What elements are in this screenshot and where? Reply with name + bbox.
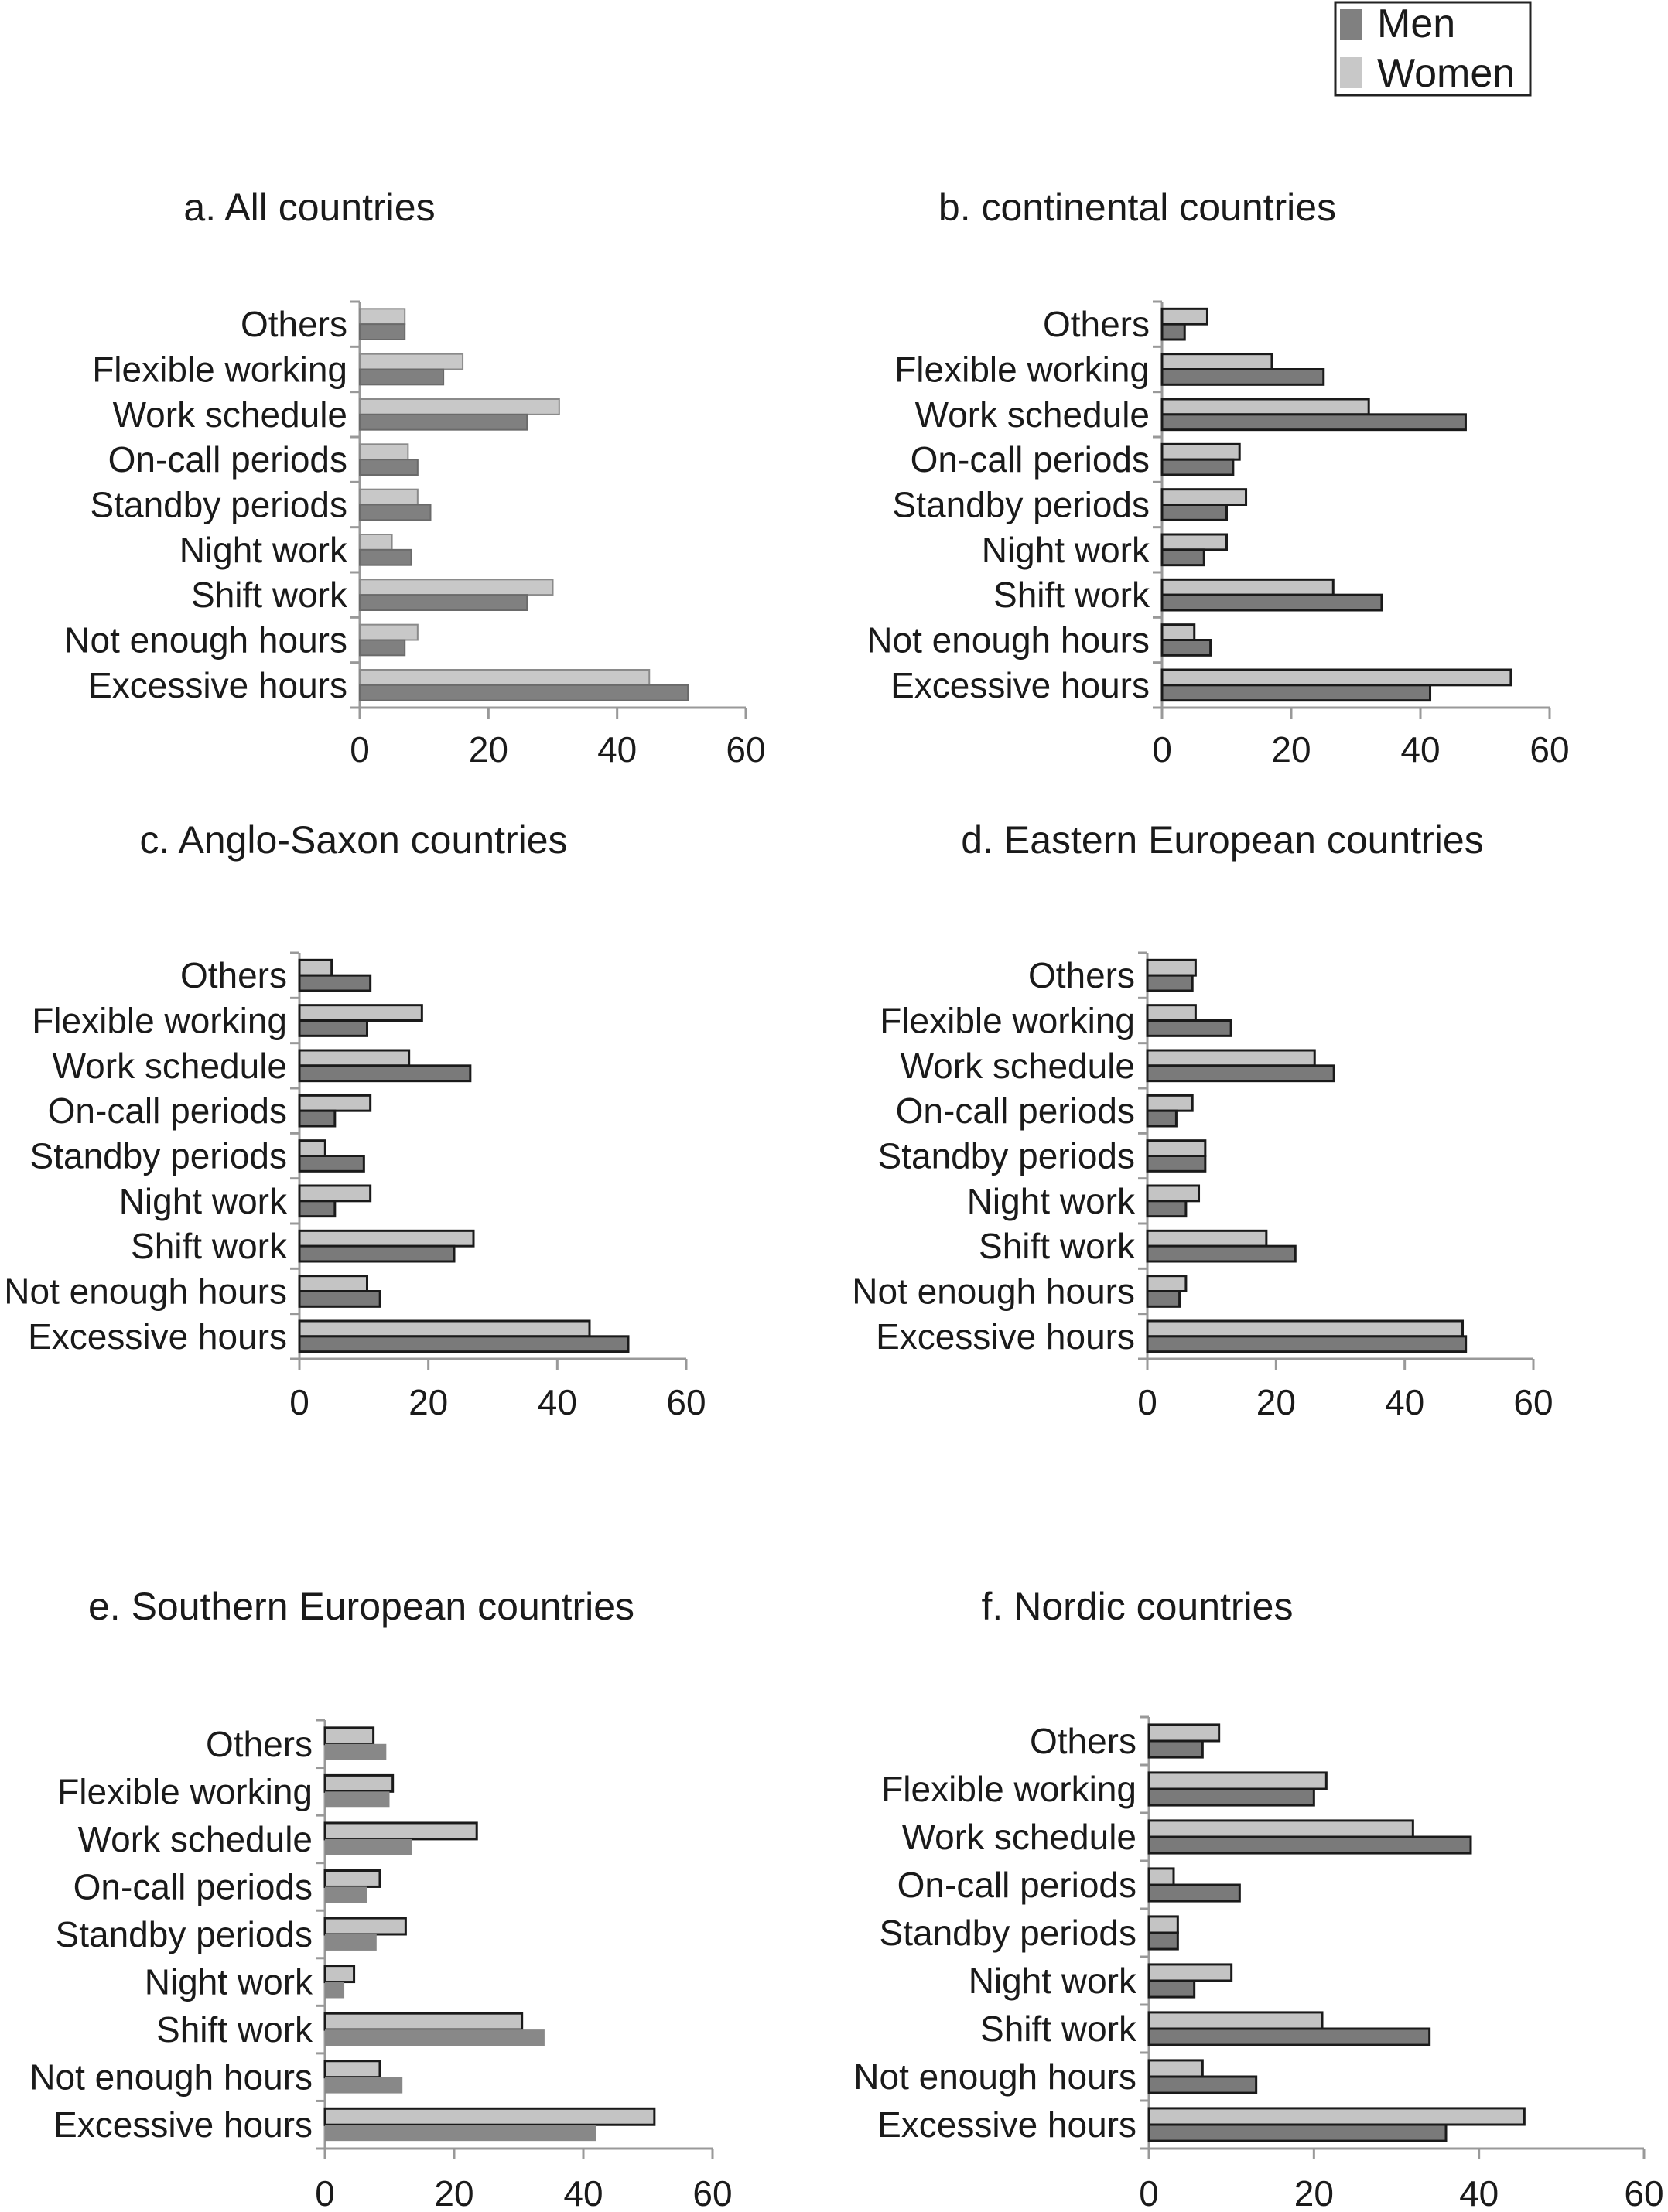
category-label: Standby periods: [879, 1913, 1136, 1953]
bar-men: [325, 1886, 367, 1903]
bar-women: [1147, 1141, 1205, 1156]
bar-men: [1162, 459, 1233, 475]
category-label: Others: [179, 955, 287, 996]
bar-women: [1149, 1917, 1178, 1933]
x-tick-label: 0: [350, 729, 370, 770]
x-tick-label: 60: [1624, 2173, 1664, 2212]
bar-men: [1149, 2125, 1446, 2141]
category-label: Flexible working: [57, 1771, 313, 1812]
bar-men: [360, 415, 527, 430]
category-label: Shift work: [191, 575, 347, 616]
bar-women: [299, 1186, 371, 1201]
category-label: Work schedule: [901, 1817, 1136, 1857]
category-label: Work schedule: [914, 394, 1150, 435]
bar-men: [299, 1336, 628, 1352]
bar-men: [325, 1791, 390, 1807]
category-label: Night work: [966, 1180, 1135, 1221]
bar-men: [1149, 1885, 1239, 1901]
bar-women: [1147, 1005, 1195, 1021]
bar-men: [299, 1292, 380, 1307]
x-tick-label: 40: [537, 1382, 577, 1422]
bar-women: [360, 670, 649, 685]
category-label: Excessive hours: [53, 2104, 313, 2145]
x-tick-label: 40: [563, 2173, 603, 2212]
bar-men: [360, 505, 430, 521]
bar-men: [360, 459, 418, 475]
bar-men: [1147, 1066, 1334, 1081]
bar-men: [360, 595, 527, 610]
x-tick-label: 40: [1400, 729, 1441, 770]
category-label: Standby periods: [892, 484, 1150, 525]
category-label: Flexible working: [881, 1769, 1136, 1809]
bar-men: [299, 1111, 335, 1126]
category-label: Others: [1027, 955, 1135, 996]
bar-men: [1149, 1789, 1314, 1805]
bar-women: [299, 1005, 422, 1021]
category-label: Flexible working: [880, 1000, 1135, 1041]
bar-women: [360, 490, 418, 505]
category-label: Night work: [179, 529, 347, 570]
category-label: Standby periods: [90, 484, 347, 525]
bar-women: [1162, 579, 1333, 595]
bar-men: [1147, 1292, 1180, 1307]
x-tick-label: 60: [1530, 729, 1570, 770]
x-tick-label: 0: [1139, 2173, 1159, 2212]
category-label: Excessive hours: [28, 1316, 287, 1357]
category-label: Not enough hours: [852, 1271, 1135, 1312]
bar-men: [1162, 324, 1184, 340]
category-label: Excessive hours: [876, 1316, 1135, 1357]
category-label: Night work: [968, 1961, 1136, 2001]
x-tick-label: 60: [1513, 1382, 1553, 1422]
chart-title: e. Southern European countries: [87, 1585, 635, 1628]
bar-men: [299, 1066, 470, 1081]
bar-men: [1149, 2029, 1430, 2045]
bar-women: [299, 1231, 473, 1246]
bar-women: [1147, 1321, 1463, 1336]
bar-women: [325, 1823, 477, 1839]
category-label: Night work: [981, 529, 1150, 570]
legend-swatch-women: [1340, 57, 1362, 88]
chart-title: b. continental countries: [938, 186, 1337, 229]
bar-men: [325, 2125, 596, 2141]
category-label: Not enough hours: [866, 620, 1150, 661]
bar-women: [299, 960, 332, 975]
x-tick-label: 40: [1459, 2173, 1499, 2212]
bar-women: [299, 1321, 590, 1336]
bar-men: [360, 640, 405, 656]
legend-label-women: Women: [1377, 51, 1516, 96]
legend-swatch-men: [1340, 9, 1362, 40]
bar-men: [1162, 550, 1204, 565]
bar-women: [1162, 309, 1207, 324]
bar-men: [1162, 640, 1211, 656]
x-tick-label: 60: [692, 2173, 733, 2212]
bar-women: [1147, 1186, 1199, 1201]
chart-panel-4: [29, 1585, 732, 2212]
chart-panel-3: [852, 818, 1553, 1422]
category-label: Standby periods: [877, 1135, 1135, 1176]
bar-men: [360, 324, 405, 340]
bar-women: [1147, 1276, 1186, 1292]
x-tick-label: 20: [1271, 729, 1311, 770]
bar-women: [360, 534, 392, 550]
bar-women: [1162, 670, 1511, 685]
bar-women: [360, 309, 405, 324]
x-tick-label: 20: [434, 2173, 474, 2212]
category-label: Excessive hours: [877, 2104, 1136, 2145]
bar-women: [1149, 2012, 1322, 2029]
bar-women: [325, 2013, 522, 2029]
bar-men: [1149, 2077, 1256, 2093]
x-tick-label: 20: [468, 729, 508, 770]
bar-women: [325, 1775, 393, 1791]
bar-women: [360, 444, 408, 459]
category-label: Shift work: [979, 1226, 1135, 1267]
bar-men: [1147, 1021, 1231, 1036]
x-tick-label: 60: [726, 729, 766, 770]
category-label: Work schedule: [77, 1818, 313, 1859]
bar-women: [1149, 1869, 1174, 1885]
x-tick-label: 0: [289, 1382, 309, 1422]
chart-title: c. Anglo-Saxon countries: [139, 818, 568, 862]
chart-panel-5: [853, 1585, 1663, 2212]
bar-women: [325, 1918, 405, 1934]
x-tick-label: 40: [1385, 1382, 1425, 1422]
bar-men: [299, 1246, 454, 1261]
bar-women: [360, 625, 418, 640]
bar-women: [299, 1141, 325, 1156]
chart-panel-1: [866, 186, 1569, 770]
category-label: On-call periods: [108, 439, 347, 480]
bar-women: [1162, 354, 1272, 370]
category-label: Shift work: [156, 2009, 313, 2050]
bar-women: [360, 399, 559, 415]
bar-women: [1149, 2108, 1524, 2125]
bar-men: [1162, 595, 1382, 610]
bar-men: [360, 550, 412, 565]
bar-men: [1162, 685, 1430, 701]
category-label: Others: [1029, 1721, 1136, 1761]
legend: [1335, 2, 1530, 96]
bar-women: [360, 579, 553, 595]
bar-men: [325, 1982, 344, 1999]
category-label: Work schedule: [52, 1045, 287, 1086]
bar-men: [325, 1744, 386, 1760]
bar-men: [1147, 1246, 1295, 1261]
bar-men: [299, 1156, 364, 1172]
category-label: On-call periods: [910, 439, 1150, 480]
chart-panel-0: [64, 186, 765, 770]
category-label: Not enough hours: [29, 2057, 313, 2098]
x-tick-label: 0: [1137, 1382, 1157, 1422]
category-label: On-call periods: [895, 1091, 1135, 1132]
category-label: Not enough hours: [4, 1271, 287, 1312]
bar-women: [299, 1276, 367, 1292]
category-label: Night work: [144, 1961, 313, 2002]
bar-men: [299, 1201, 335, 1217]
bar-women: [1147, 960, 1195, 975]
bar-men: [1149, 1981, 1195, 1997]
bar-women: [325, 1728, 374, 1744]
category-label: Shift work: [980, 2009, 1136, 2049]
category-label: Others: [240, 304, 347, 345]
x-tick-label: 0: [315, 2173, 335, 2212]
x-tick-label: 60: [666, 1382, 706, 1422]
bar-men: [1147, 975, 1192, 991]
bar-women: [325, 1871, 380, 1887]
category-label: Work schedule: [900, 1045, 1135, 1086]
category-label: On-call periods: [47, 1091, 287, 1132]
category-label: Work schedule: [112, 394, 347, 435]
bar-men: [1149, 1741, 1202, 1757]
category-label: On-call periods: [73, 1866, 313, 1907]
x-tick-label: 0: [1152, 729, 1172, 770]
category-label: Not enough hours: [64, 620, 347, 661]
bar-women: [1162, 625, 1195, 640]
bar-men: [1162, 370, 1324, 385]
bar-men: [360, 370, 443, 385]
legend-label-men: Men: [1377, 2, 1456, 46]
bar-men: [1162, 415, 1465, 430]
bar-women: [1162, 534, 1227, 550]
bar-men: [325, 1839, 412, 1855]
bar-women: [325, 2061, 380, 2077]
bar-women: [1162, 399, 1369, 415]
bar-men: [1147, 1201, 1186, 1217]
category-label: Standby periods: [29, 1135, 287, 1176]
category-label: Flexible working: [32, 1000, 287, 1041]
chart-panel-2: [4, 818, 706, 1422]
bar-women: [325, 1966, 354, 1982]
bar-women: [1149, 1965, 1232, 1981]
bar-men: [1147, 1156, 1205, 1172]
category-label: Excessive hours: [88, 664, 347, 705]
category-label: Shift work: [993, 575, 1150, 616]
category-label: Shift work: [131, 1226, 287, 1267]
bar-men: [1162, 505, 1227, 521]
category-label: Excessive hours: [890, 664, 1150, 705]
bar-women: [1147, 1050, 1314, 1066]
category-label: Flexible working: [894, 349, 1150, 390]
bar-men: [325, 2077, 402, 2094]
x-tick-label: 20: [1294, 2173, 1334, 2212]
category-label: Not enough hours: [853, 2057, 1136, 2097]
bar-women: [1147, 1095, 1192, 1111]
bar-women: [1149, 1725, 1219, 1741]
bar-men: [1149, 1837, 1471, 1853]
bar-women: [325, 2108, 655, 2125]
bar-women: [1149, 1773, 1326, 1789]
category-label: Standby periods: [55, 1914, 313, 1954]
chart-title: a. All countries: [183, 186, 436, 229]
bar-women: [299, 1050, 409, 1066]
bar-men: [325, 1934, 377, 1951]
bar-men: [360, 685, 688, 701]
category-label: Others: [1042, 304, 1150, 345]
bar-women: [1149, 2060, 1202, 2077]
category-label: Night work: [118, 1180, 287, 1221]
bar-women: [1162, 444, 1239, 459]
bar-women: [360, 354, 463, 370]
bar-women: [1149, 1821, 1413, 1837]
x-tick-label: 20: [1256, 1382, 1296, 1422]
x-tick-label: 40: [597, 729, 637, 770]
bar-women: [1162, 490, 1246, 505]
bar-men: [1147, 1111, 1176, 1126]
category-label: Others: [205, 1723, 313, 1764]
bar-women: [1147, 1231, 1266, 1246]
bar-men: [325, 2029, 545, 2046]
chart-panels: [4, 186, 1663, 2212]
bar-men: [299, 975, 371, 991]
category-label: On-call periods: [897, 1865, 1136, 1905]
bar-men: [1149, 1933, 1178, 1949]
chart-title: d. Eastern European countries: [961, 818, 1484, 862]
x-tick-label: 20: [408, 1382, 449, 1422]
bar-men: [299, 1021, 367, 1036]
bar-women: [299, 1095, 371, 1111]
category-label: Flexible working: [92, 349, 347, 390]
bar-men: [1147, 1336, 1466, 1352]
chart-title: f. Nordic countries: [981, 1585, 1294, 1628]
